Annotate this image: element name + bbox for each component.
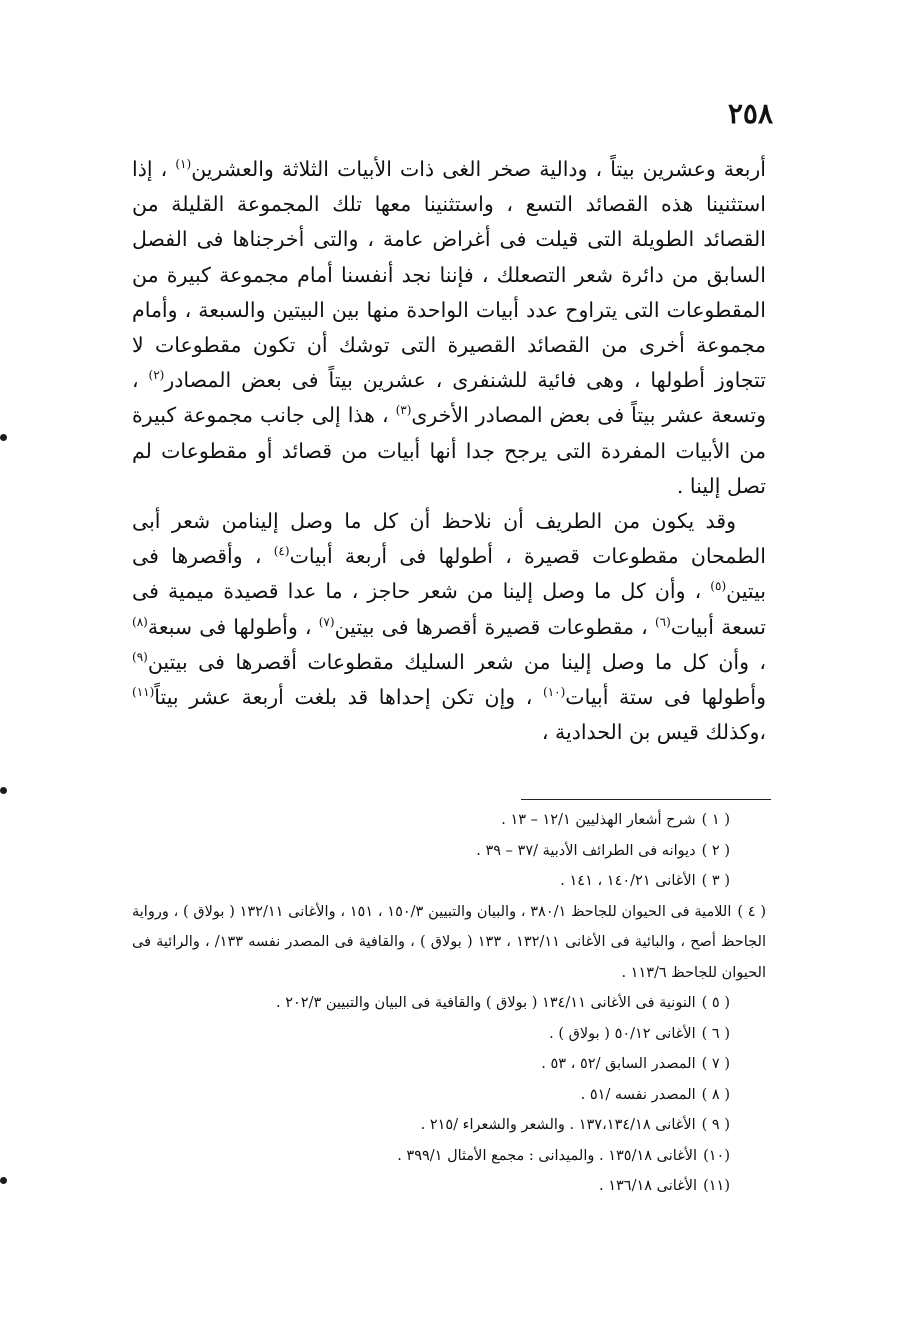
footnote bbox=[132, 866, 766, 897]
footnote bbox=[132, 836, 766, 867]
footnote-number: ( ٨ ) bbox=[701, 1086, 730, 1103]
footnote bbox=[132, 1080, 766, 1111]
text-run: ، هذا إلى جانب مجموعة كبيرة من الأبيات المفردة التى يرجح جدا أنها أبيات من قصائد أو مقطوعات لم تصل إلينا . bbox=[132, 403, 766, 498]
footnote-number: ( ٢ ) bbox=[701, 842, 730, 859]
footnote bbox=[132, 1049, 766, 1080]
footnote bbox=[132, 1171, 766, 1202]
footnote-text: النونية فى الأغانى ١٣٤/١١ ( بولاق ) والقافية فى البيان والتبيين ٢٠٢/٣ . bbox=[275, 995, 696, 1011]
footnote-text: الأغانى ١٤٠/٢١ ، ١٤١ . bbox=[560, 873, 696, 889]
footnote-ref: (٩) bbox=[132, 650, 148, 665]
text-run: وقد يكون من الطريف أن نلاحظ أن كل ما وصل إلينامن شعر أبى الطمحان مقطوعات قصيرة ، أطولها فى أربعة أبيات bbox=[132, 509, 766, 569]
text-run: ، وتسعة عشر بيتاً فى بعض المصادر الأخرى bbox=[132, 368, 766, 428]
text-run: ، إذا استثنينا هذه القصائد التسع ، واستثنينا معها تلك المجموعة القليلة من القصائد الطويلة التى قيلت فى أغراض عامة ، والتى أخرجناها فى الفصل السابق من دائرة شعر التصعلك ، فإننا نجد أنفسنا أمام مجموعة كبيرة من المقطوعات التى يتراوح عدد أبيات الواحدة منها بين البيتين والسبعة ، وأمام مجموعة أخرى من القصائد القصيرة التى توشك أن تكون مقطوعات لا تتجاوز أطولها ، وهى فائية للشنفرى ، عشرين بيتاً فى بعض المصادر bbox=[132, 157, 766, 393]
footnote-ref: (٧) bbox=[318, 614, 335, 629]
footnote-ref: (٦) bbox=[654, 614, 671, 629]
footnote-ref: (٣) bbox=[395, 403, 412, 418]
footnote-number: (١٠) bbox=[703, 1147, 730, 1164]
footnote-text: الأغانى ١٣٧،١٣٤/١٨ . والشعر والشعراء /٢١٥ . bbox=[420, 1117, 696, 1133]
footnote bbox=[132, 1141, 766, 1172]
footnote-number: ( ٦ ) bbox=[701, 1025, 730, 1042]
footnote-text: الأغانى ٥٠/١٢ ( بولاق ) . bbox=[549, 1025, 696, 1042]
page-number: ٢٥٨ bbox=[727, 97, 773, 130]
footnote-ref: (١٠) bbox=[543, 685, 566, 700]
footnote-ref: (١١) bbox=[132, 685, 155, 700]
text-run: ، وأطولها فى سبعة bbox=[147, 614, 312, 639]
text-run: وأطولها فى ستة أبيات bbox=[565, 685, 766, 710]
footnote-text: اللامية فى الحيوان للجاحظ ٣٨٠/١ ، والبيان والتبيين ١٥٠/٣ ، ١٥١ ، والأغانى ١٣٢/١١ ( بولاق ) ، ورواية الجاحظ أصح ، والبائية فى الأغانى ١٣٢/١١ ، ١٣٣ ( بولاق ) ، والقافية فى المصدر نفسه ١٣٣/ ، والرائية فى الحيوان للجاحظ ١١٣/٦ . bbox=[132, 903, 766, 981]
text-run: ، وأقصرها فى بيتين bbox=[132, 544, 766, 604]
scan-edge-mark bbox=[0, 787, 7, 794]
paragraph bbox=[132, 152, 766, 504]
footnote-ref: (٨) bbox=[132, 614, 148, 629]
footnote-separator bbox=[521, 799, 771, 800]
footnote-number: ( ٥ ) bbox=[701, 995, 730, 1011]
text-run: ، مقطوعات قصيرة أقصرها فى بيتين bbox=[334, 614, 648, 639]
footnote-text: ديوانه فى الطرائف الأدبية /٣٧ – ٣٩ . bbox=[476, 842, 696, 859]
scan-edge-mark bbox=[0, 434, 7, 441]
footnote-ref: (٢) bbox=[148, 368, 165, 383]
footnote-text: الأغانى ١٣٥/١٨ . والميدانى : مجمع الأمثال ٣٩٩/١ . bbox=[397, 1147, 698, 1164]
footnote-ref: (٥) bbox=[710, 579, 727, 594]
footnote bbox=[132, 897, 766, 989]
text-run: ، وأن كل ما وصل إلينا من شعر السليك مقطوعات أقصرها فى بيتين bbox=[147, 649, 766, 674]
footnotes-list bbox=[132, 805, 766, 1202]
text-run: أربعة وعشرين بيتاً ، ودالية صخر الغى ذات الأبيات الثلاثة والعشرين bbox=[191, 157, 766, 181]
footnote bbox=[132, 1110, 766, 1141]
footnote-number: ( ٩ ) bbox=[701, 1117, 730, 1133]
footnote-text: شرح أشعار الهذليين ١٢/١ – ١٣ . bbox=[501, 812, 696, 828]
footnote-ref: (٤) bbox=[273, 544, 290, 559]
text-run: ، وإن تكن إحداها قد بلغت أربعة عشر بيتاً bbox=[154, 685, 533, 710]
footnote bbox=[132, 1019, 766, 1050]
paragraph bbox=[132, 504, 766, 750]
footnote-number: ( ٣ ) bbox=[701, 873, 730, 889]
footnote-text: المصدر نفسه /٥١ . bbox=[580, 1086, 696, 1103]
footnote bbox=[132, 805, 766, 836]
footnote-text: المصدر السابق /٥٢ ، ٥٣ . bbox=[541, 1056, 696, 1072]
scan-edge-mark bbox=[0, 1177, 7, 1184]
footnote bbox=[132, 988, 766, 1019]
text-run: ،وكذلك قيس بن الحدادية ، bbox=[541, 720, 766, 745]
main-text bbox=[132, 152, 766, 750]
footnote-number: (١١) bbox=[703, 1178, 730, 1194]
footnote-number: ( ٧ ) bbox=[701, 1056, 730, 1072]
footnote-number: ( ١ ) bbox=[701, 812, 730, 828]
footnote-ref: (١) bbox=[175, 157, 192, 172]
footnote-number: ( ٤ ) bbox=[737, 903, 766, 920]
footnote-text: الأغانى ١٣٦/١٨ . bbox=[599, 1178, 698, 1194]
text-run: ، وأن كل ما وصل إلينا من شعر حاجز ، ما عدا قصيدة ميمية فى تسعة أبيات bbox=[132, 579, 766, 639]
